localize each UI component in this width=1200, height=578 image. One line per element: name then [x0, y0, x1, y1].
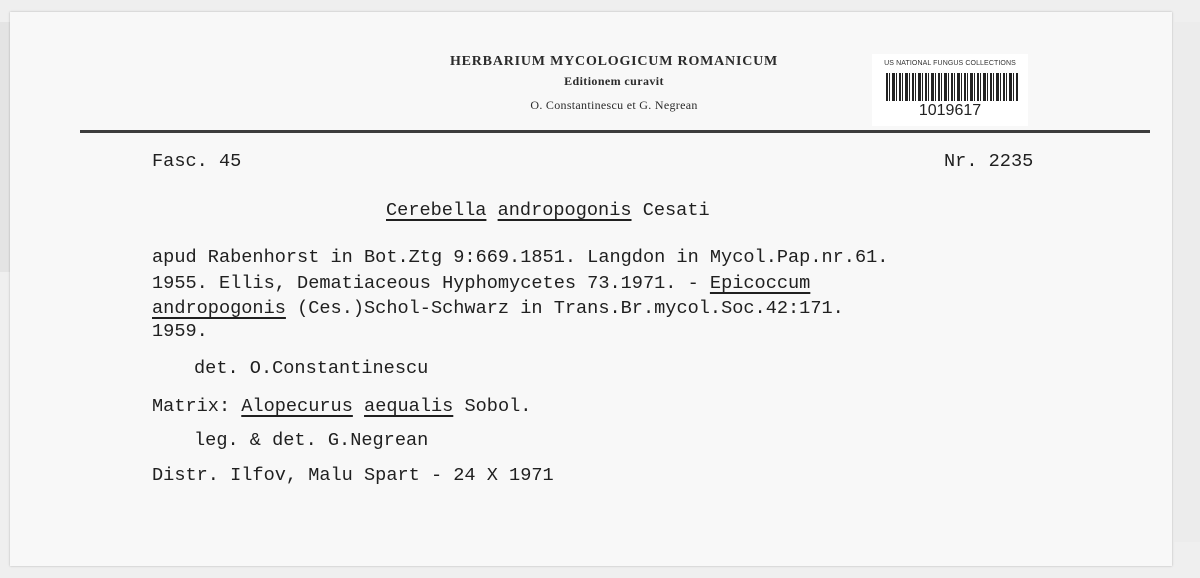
barcode-label [872, 54, 1028, 126]
citation-line-2 [152, 272, 810, 296]
barcode-number: 1019617 [918, 102, 982, 119]
matrix-label: Matrix: [152, 396, 242, 417]
barcode-caption: US NATIONAL FUNGUS COLLECTIONS [884, 60, 1016, 67]
matrix-author: Sobol. [464, 396, 532, 417]
synonym-epithet: andropogonis [152, 298, 286, 319]
citation-line-3 [152, 297, 844, 321]
specimen-number: Nr. 2235 [944, 151, 1034, 172]
header-subtitle: Editionem curavit [564, 74, 664, 88]
collector: leg. & det. G.Negrean [194, 430, 429, 451]
citation-line-2-text: 1955. Ellis, Dematiaceous Hyphomycetes 73.1971. - [152, 273, 710, 294]
matrix-epithet: aequalis [364, 396, 454, 417]
right-paper-edge [1174, 22, 1200, 542]
fascicle-number: Fasc. 45 [152, 151, 242, 172]
taxon-genus: Cerebella [386, 200, 487, 221]
taxon-author: Cesati [642, 200, 710, 221]
citation-line-4: 1959. [152, 321, 208, 342]
label-header [410, 52, 818, 116]
matrix-line [152, 395, 531, 419]
taxon-name [386, 199, 710, 223]
header-title: HERBARIUM MYCOLOGICUM ROMANICUM [449, 54, 779, 69]
matrix-genus: Alopecurus [241, 396, 353, 417]
citation-line-3-text: (Ces.)Schol-Schwarz in Trans.Br.mycol.Soc.42:171. [285, 298, 844, 319]
locality: Distr. Ilfov, Malu Spart - 24 X 1971 [152, 465, 554, 486]
determiner: det. O.Constantinescu [194, 358, 429, 379]
barcode-icon [886, 73, 1018, 101]
header-divider [80, 130, 1150, 133]
header-editors: O. Constantinescu et G. Negrean [530, 98, 698, 112]
synonym-genus: Epicoccum [709, 273, 811, 294]
taxon-epithet: andropogonis [497, 200, 632, 221]
citation-line-1: apud Rabenhorst in Bot.Ztg 9:669.1851. Langdon in Mycol.Pap.nr.61. [152, 247, 889, 268]
